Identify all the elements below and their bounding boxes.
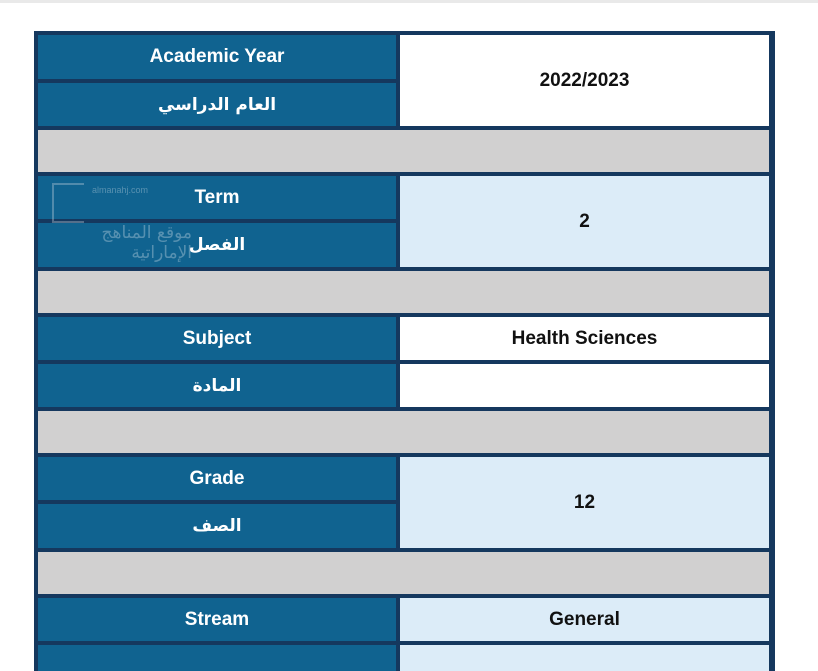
- term-value: 2: [400, 176, 769, 267]
- term-label: Term: [38, 176, 396, 219]
- separator-row: [38, 411, 769, 453]
- separator-row: [38, 552, 769, 594]
- stream-label-ar: [38, 645, 396, 671]
- stream-value-ar: [400, 645, 769, 671]
- subject-label: Subject: [38, 317, 396, 360]
- stream-label: Stream: [38, 598, 396, 641]
- top-edge: [0, 0, 818, 3]
- info-table: [34, 31, 775, 671]
- grade-value: 12: [400, 457, 769, 548]
- subject-value: Health Sciences: [400, 317, 769, 360]
- academic-year-label: Academic Year: [38, 35, 396, 79]
- academic-year-value: 2022/2023: [400, 35, 769, 126]
- subject-value-ar: [400, 364, 769, 407]
- grade-label-ar: الصف: [38, 504, 396, 548]
- separator-row: [38, 130, 769, 172]
- term-label-ar: الفصل: [38, 223, 396, 267]
- grade-label: Grade: [38, 457, 396, 500]
- stream-value: General: [400, 598, 769, 641]
- academic-year-label-ar: العام الدراسي: [38, 83, 396, 126]
- subject-label-ar: المادة: [38, 364, 396, 407]
- watermark-text: موقع المناهج الإماراتية: [101, 223, 192, 263]
- separator-row: [38, 271, 769, 313]
- watermark-domain: almanahj.com: [92, 185, 149, 195]
